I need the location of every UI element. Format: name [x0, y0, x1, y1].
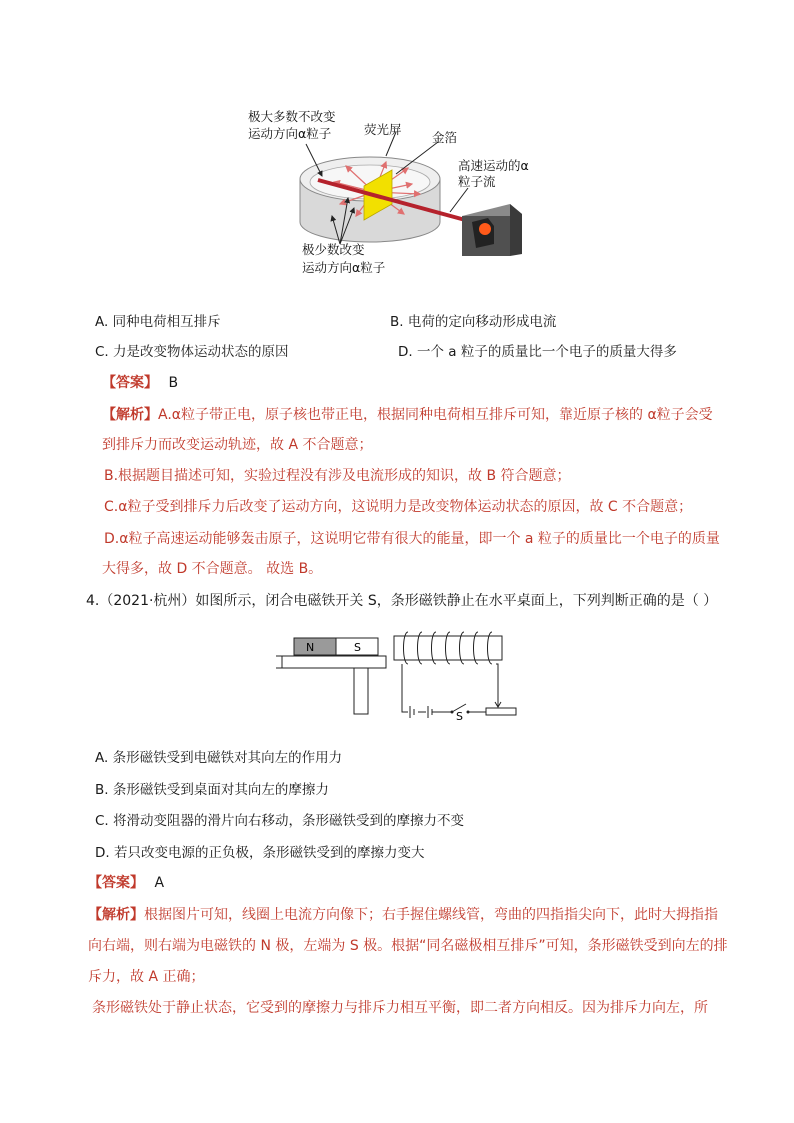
answer-tag: 【答案】 — [88, 875, 144, 891]
electromagnet-figure — [276, 626, 522, 720]
magnet-s-label: S — [354, 641, 361, 654]
switch-label: S — [456, 710, 463, 720]
label-few-line1: 极少数改变 — [302, 242, 365, 257]
analysis-tag: 【解析】 — [102, 407, 158, 423]
q4-option-c: C. 将滑动变阻器的滑片向右移动，条形磁铁受到的摩擦力不变 — [95, 813, 465, 829]
label-most-line2: 运动方向α粒子 — [248, 126, 332, 141]
q4-analysis-line4: 条形磁铁处于静止状态，它受到的摩擦力与排斥力相互平衡，即二者方向相反。因为排斥力向左，所 — [92, 1000, 708, 1016]
magnet-n-label: N — [306, 641, 315, 654]
q3-option-b: B. 电荷的定向移动形成电流 — [390, 314, 557, 330]
q4-stem: 4.（2021·杭州）如图所示，闭合电磁铁开关 S，条形磁铁静止在水平桌面上，下列判断正确的是（ ） — [86, 593, 718, 609]
bar-magnet-n — [294, 638, 336, 655]
analysis-tag: 【解析】 — [88, 907, 144, 923]
q4-analysis-line2: 向右端，则右端为电磁铁的 N 极，左端为 S 极。根据“同名磁极相互排斥”可知，条形磁铁受到向左的排 — [88, 938, 728, 954]
q4-answer — [88, 872, 164, 892]
q4-option-a: A. 条形磁铁受到电磁铁对其向左的作用力 — [95, 750, 343, 766]
q3-analysis-line6: 大得多，故 D 不合题意。 故选 B。 — [102, 561, 323, 577]
q3-option-c: C. 力是改变物体运动状态的原因 — [95, 344, 289, 360]
label-most-line1: 极大多数不改变 — [248, 109, 336, 124]
q3-answer — [102, 372, 178, 392]
q3-analysis-line3: B.根据题目描述可知，实验过程没有涉及电流形成的知识，故 B 符合题意； — [104, 468, 571, 484]
q3-analysis-line2: 到排斥力而改变运动轨迹，故 A 不合题意； — [102, 437, 373, 453]
label-screen: 荧光屏 — [364, 122, 402, 137]
rheostat — [486, 708, 516, 715]
answer-tag: 【答案】 — [102, 375, 158, 391]
q4-option-b: B. 条形磁铁受到桌面对其向左的摩擦力 — [95, 782, 329, 798]
q3-option-a: A. 同种电荷相互排斥 — [95, 314, 221, 330]
label-beam-line2: 粒子流 — [458, 174, 496, 189]
q3-analysis-line4: C.α粒子受到排斥力后改变了运动方向，这说明力是改变物体运动状态的原因，故 C 不合题意； — [104, 499, 693, 515]
q3-analysis-line1 — [102, 404, 713, 424]
alpha-source — [462, 204, 522, 256]
q3-analysis-line5: D.α粒子高速运动能够轰击原子，这说明它带有很大的能量，即一个 a 粒子的质量比一个电子的质量 — [104, 531, 720, 547]
q4-analysis-line1 — [88, 904, 718, 924]
label-gold: 金箔 — [432, 130, 458, 145]
q3-option-d: D. 一个 a 粒子的质量比一个电子的质量大得多 — [398, 344, 677, 360]
label-beam-line1: 高速运动的α — [458, 158, 529, 173]
q4-option-d: D. 若只改变电源的正负极，条形磁铁受到的摩擦力变大 — [95, 845, 425, 861]
q3-analysis-text1: A.α粒子带正电，原子核也带正电，根据同种电荷相互排斥可知，靠近原子核的 α粒子会受 — [158, 407, 713, 423]
q4-analysis-text1: 根据图片可知，线圈上电流方向像下；右手握住螺线管，弯曲的四指指尖向下，此时大拇指指 — [144, 907, 718, 923]
q4-analysis-line3: 斥力，故 A 正确； — [88, 969, 205, 985]
alpha-scattering-figure — [236, 104, 556, 284]
answer-value: A — [154, 875, 165, 891]
electromagnet-core — [394, 636, 502, 660]
label-few-line2: 运动方向α粒子 — [302, 260, 386, 275]
table — [282, 656, 386, 714]
answer-value: B — [168, 375, 179, 391]
